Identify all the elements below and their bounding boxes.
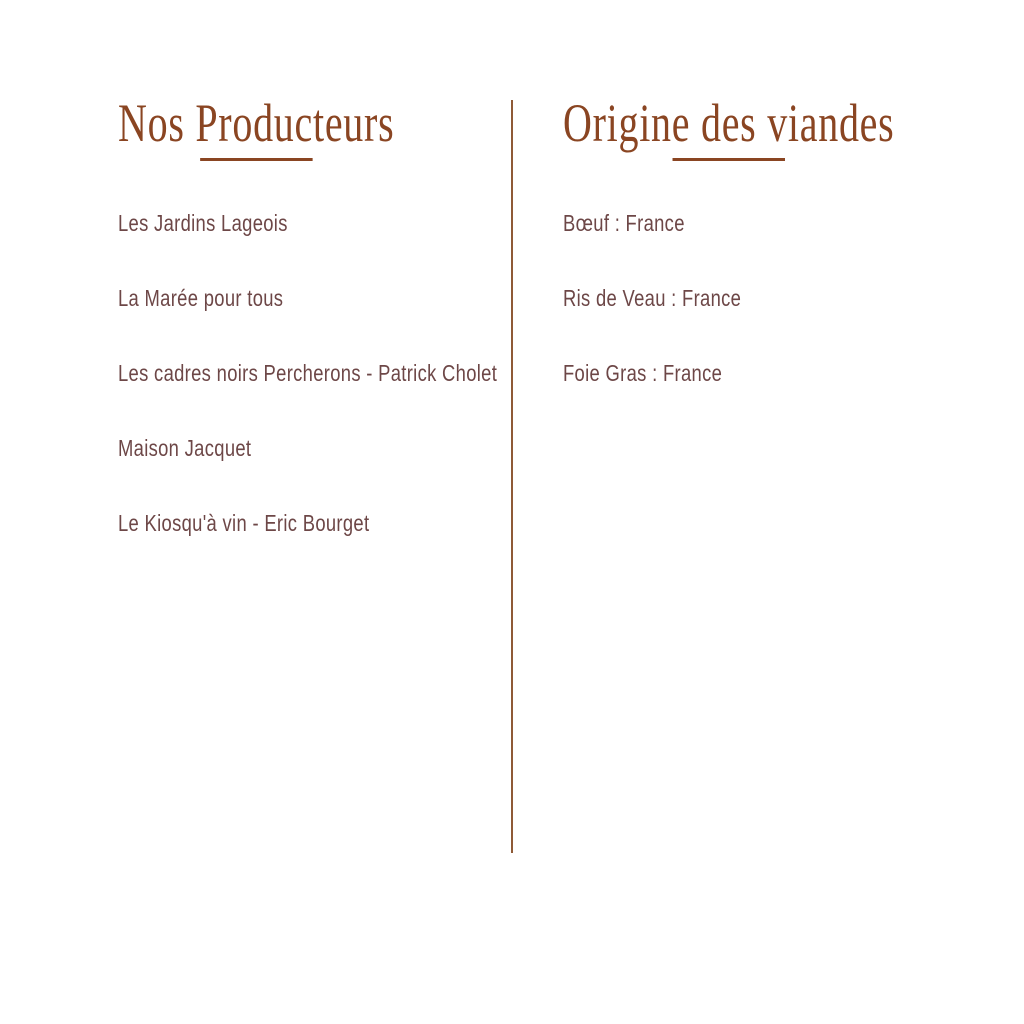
producer-item: Le Kiosqu'à vin - Eric Bourget [118,510,370,536]
producers-section [118,94,498,585]
meat-origin-item: Foie Gras : France [563,360,723,386]
producer-item: La Marée pour tous [118,285,284,311]
meat-origins-section [563,94,963,435]
producer-item: Les Jardins Lageois [118,210,288,236]
producer-item: Maison Jacquet [118,435,252,461]
column-divider [511,100,513,853]
producers-title: Nos Producteurs [118,93,395,153]
producers-title-block [118,94,394,161]
meat-origins-title: Origine des viandes [563,93,895,153]
meat-origins-list [563,210,963,386]
meat-origin-item: Ris de Veau : France [563,285,742,311]
meat-origins-title-block [563,94,894,161]
producers-title-underline [200,158,312,161]
meat-origins-title-underline [672,158,784,161]
producer-item: Les cadres noirs Percherons - Patrick Cholet [118,360,498,386]
producers-list [118,210,498,536]
meat-origin-item: Bœuf : France [563,210,685,236]
